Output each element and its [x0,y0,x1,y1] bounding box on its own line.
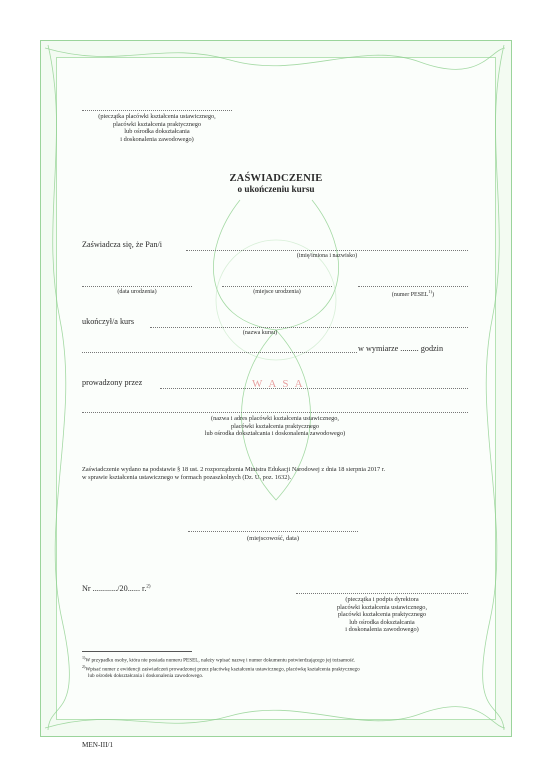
number-footnote-mark: 2) [146,584,151,590]
birth-date-caption: (data urodzenia) [117,289,157,295]
birth-date-field[interactable] [82,286,192,287]
pesel-field[interactable] [358,286,468,287]
document-title: ZAŚWIADCZENIE [229,173,323,184]
conducted-label: prowadzony przez [82,378,143,387]
footnote-separator [82,651,192,652]
course-name-field-2[interactable] [82,352,357,353]
red-stamp-mark: W A S A [252,378,305,390]
stamp-placeholder [82,110,232,143]
legal-basis [82,466,482,481]
stamp-line-4: i doskonalenia zawodowego) [120,135,194,143]
certify-label: Zaświadcza się, że Pan/i [82,240,163,249]
institution-field-2[interactable] [82,412,468,413]
institution-caption [150,415,400,438]
course-name-field[interactable] [150,327,468,328]
institution-caption-2: placówki kształcenia praktycznego [230,422,320,430]
signature-caption [296,596,468,634]
signature-caption-2: placówki kształcenia ustawicznego, [336,603,428,611]
birth-place-caption: (miejsce urodzenia) [253,289,301,295]
signature-caption-5: i doskonalenia zawodowego) [345,626,419,634]
stamp-line [82,110,232,111]
institution-field[interactable] [160,388,468,389]
name-caption: (imię/imiona i nazwisko) [296,253,358,259]
legal-basis-line-1: Zaświadczenie wydano na podstawie § 18 ust. 2 rozporządzenia Ministra Edukacji Narodowej z dnia 18 sierpnia 2017 r. [82,466,386,473]
name-field[interactable] [186,250,468,251]
signature-caption-4: lub ośrodka dokształcania [349,618,415,626]
institution-caption-1: (nazwa i adres placówki kształcenia ustawicznego, [211,415,339,422]
footnotes [82,655,492,679]
place-date-caption: (miejscowość, data) [247,535,299,542]
signature-field[interactable] [296,593,468,594]
form-code: MEN-III/1 [82,741,114,749]
birth-place-field[interactable] [222,286,332,287]
legal-basis-line-2: w sprawie kształcenia ustawicznego w formach pozaszkolnych (Dz. U. poz. 1632). [82,473,292,481]
footnote-1: $^{1)}$W przypadku osoby, która nie posiada numeru PESEL, należy wpisać nazwę i numer dokumentu potwierdzającego jej tożsamość. [82,655,356,664]
pesel-footnote-mark: 1) [428,289,433,294]
pesel-caption: (numer PESEL$^{1)}$) [391,289,435,298]
place-date-field[interactable] [188,531,358,532]
stamp-line-1: (pieczątka placówki kształcenia ustawicznego, [98,113,216,120]
signature-caption-3: placówki kształcenia praktycznego [337,611,427,619]
document-heading [176,173,376,194]
document-subtitle: o ukończeniu kursu [237,184,315,194]
footnote-2-line-2: lub ośrodek dokształcania i doskonalenia zawodowego. [88,673,204,680]
signature-caption-1: (pieczątka i podpis dyrektora [345,596,419,603]
stamp-line-2: placówki kształcenia praktycznego [112,120,202,128]
institution-caption-3: lub ośrodka dokształcania i doskonalenia zawodowego) [204,430,346,438]
stamp-line-3: lub ośrodka dokształcania [124,128,190,136]
certificate-number: Nr ............/20...... r.$^{2)}$ [82,584,151,593]
completed-label: ukończył/a kurs [82,317,135,326]
hours-label: w wymiarze ......... godzin [358,344,444,353]
course-name-caption: (nazwa kursu) [242,330,278,336]
footnote-2: $^{2)}$Wpisać numer z ewidencji zaświadczeń prowadzonej przez placówkę kształcenia ustawicznego, placówkę kształcenia praktycznego [82,664,360,673]
